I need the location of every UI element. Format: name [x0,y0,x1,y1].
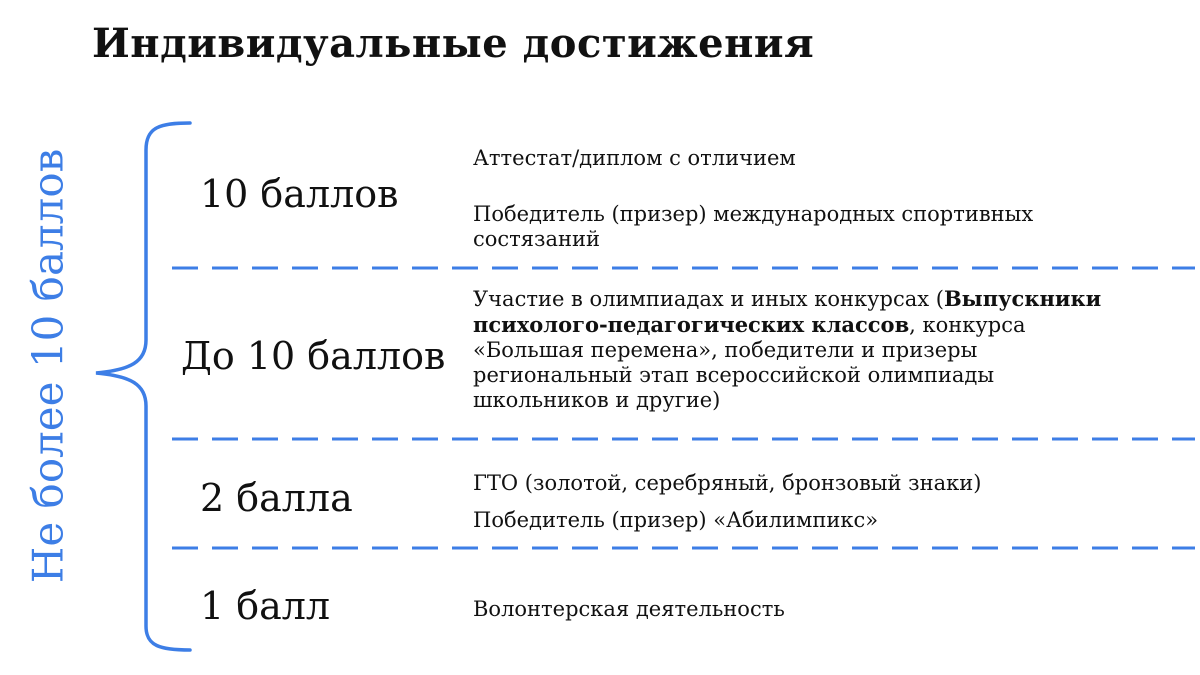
criteria-text-bold: Выпускники психолого-педагогических классов [473,286,1102,337]
criteria-text: Участие в олимпиадах и иных конкурсах ( [473,287,944,311]
criteria-item: ГТО (золотой, серебряный, бронзовый знаки) [473,471,982,495]
criteria-item: Победитель (призер) «Абилимпикс» [473,508,879,532]
criteria-item: Аттестат/диплом с отличием [473,146,796,170]
criteria-text: , конкурса «Большая перемена», победители и призеры региональный этап всероссийской олимпиады школьников и другие) [473,313,1026,412]
points-label: 1 балл [200,584,331,628]
criteria-item [473,286,1133,413]
criteria-item: Победитель (призер) международных спортивных состязаний [473,202,1034,251]
points-label: 2 балла [200,476,353,520]
points-label: До 10 баллов [181,334,446,378]
page-title: Индивидуальные достижения [92,20,815,67]
side-label: Не более 10 баллов [23,148,73,584]
points-label: 10 баллов [200,172,399,216]
criteria-item: Волонтерская деятельность [473,597,785,621]
